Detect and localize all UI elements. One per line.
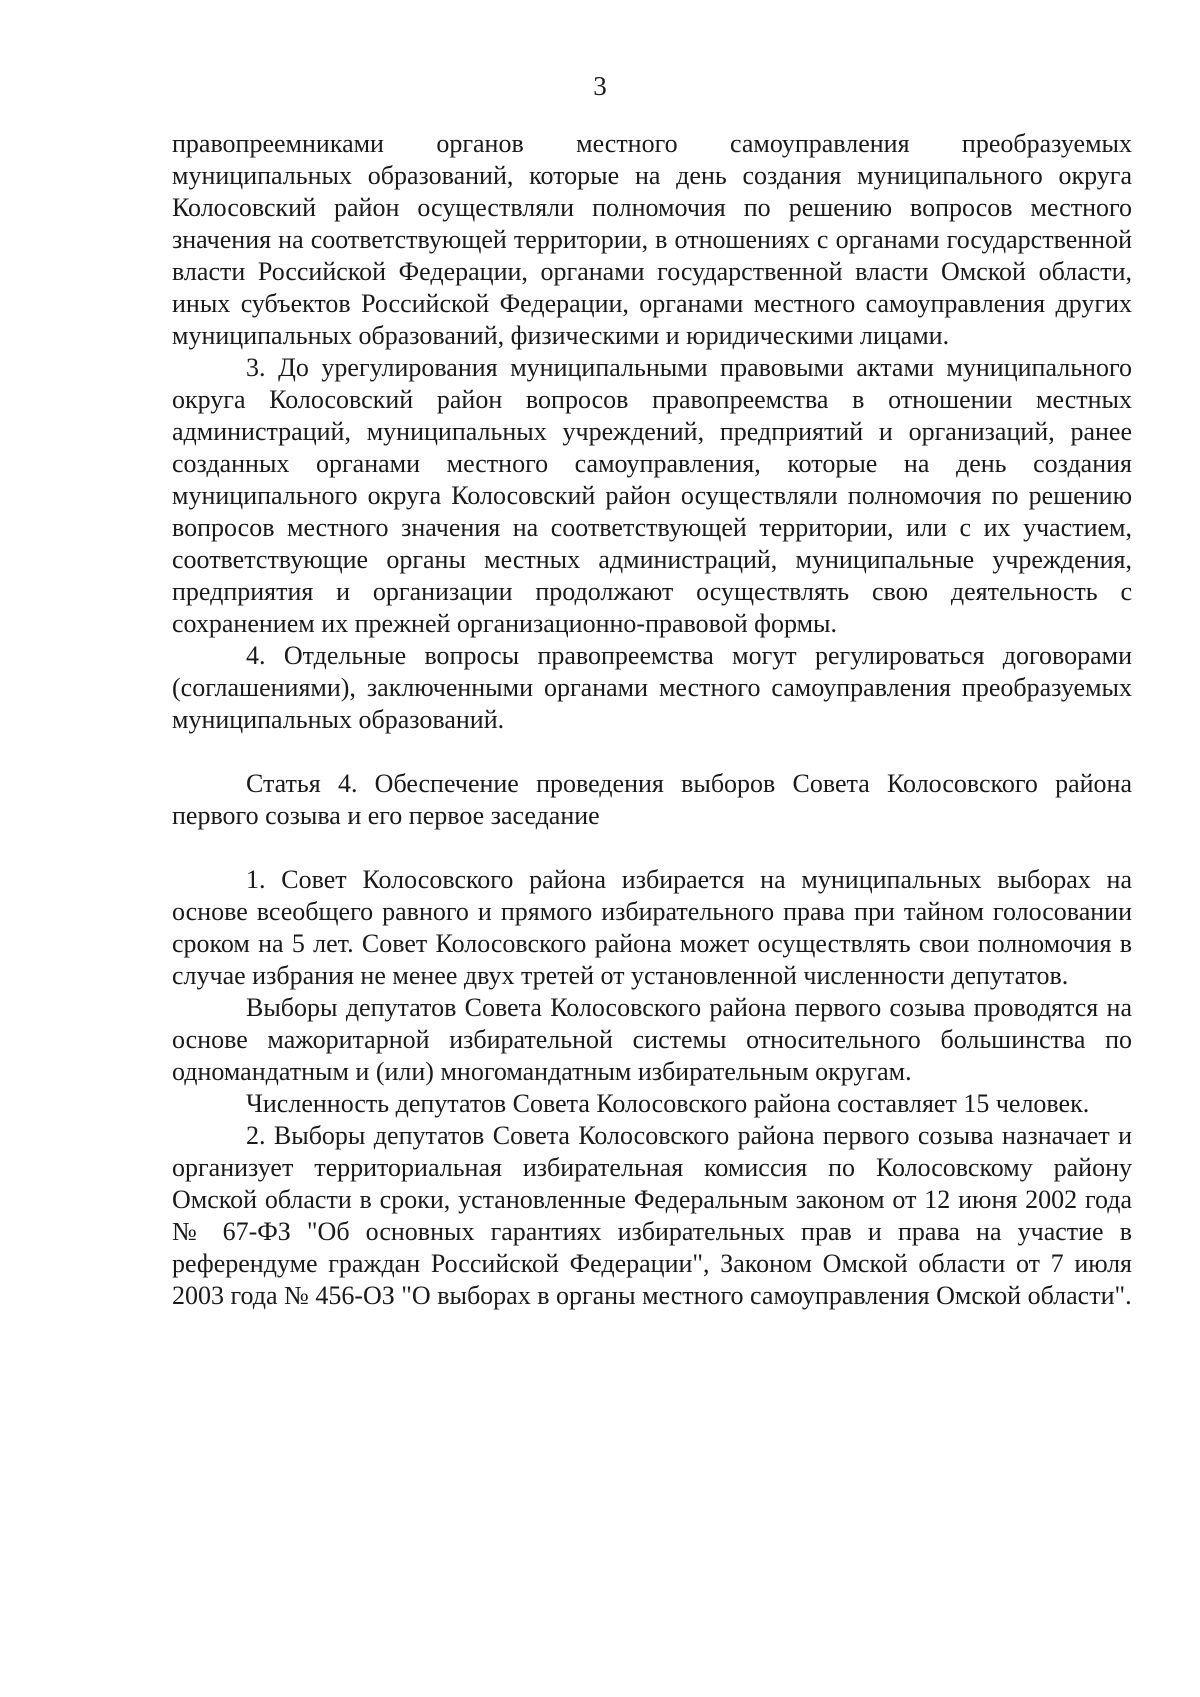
paragraph-item-4: 4. Отдельные вопросы правопреемства могут регулироваться договорами (соглашениями), заключенными органами местного самоуправления преобразуемых муниципальных образований.	[172, 641, 1132, 734]
article-heading: Статья 4. Обеспечение проведения выборов Совета Колосовского района первого созыва и его первое заседание	[172, 769, 1132, 830]
paragraph-elections-system: Выборы депутатов Совета Колосовского района первого созыва проводятся на основе мажоритарной избирательной системы относительного большинства по одномандатным и (или) многомандатным избирательным округам.	[172, 993, 1132, 1086]
document-body	[172, 128, 1132, 1312]
paragraph-article-item-1: 1. Совет Колосовского района избирается на муниципальных выборах на основе всеобщего равного и прямого избирательного права при тайном голосовании сроком на 5 лет. Совет Колосовского района может осуществлять свои полномочия в случае избрания не менее двух третей от установленной численности депутатов.	[172, 865, 1132, 990]
paragraph-article-item-2: 2. Выборы депутатов Совета Колосовского района первого созыва назначает и организует территориальная избирательная комиссия по Колосовскому району Омской области в сроки, установленные Федеральным законом от 12 июня 2002 года № 67-ФЗ "Об основных гарантиях избирательных прав и права на участие в референдуме граждан Российской Федерации", Законом Омской области от 7 июля 2003 года № 456-ОЗ "О выборах в органы местного самоуправления Омской области".	[172, 1121, 1132, 1310]
page-number: 3	[593, 71, 607, 101]
paragraph-continuation: правопреемниками органов местного самоуправления преобразуемых муниципальных образований, которые на день создания муниципального округа Колосовский район осуществляли полномочия по решению вопросов местного значения на соответствующей территории, в отношениях с органами государственной власти Российской Федерации, органами государственной власти Омской области, иных субъектов Российской Федерации, органами местного самоуправления других муниципальных образований, физическими и юридическими лицами.	[172, 129, 1132, 350]
paragraph-deputies-count: Численность депутатов Совета Колосовского района составляет 15 человек.	[246, 1089, 1090, 1118]
paragraph-item-3: 3. До урегулирования муниципальными правовыми актами муниципального округа Колосовский район вопросов правопреемства в отношении местных администраций, муниципальных учреждений, предприятий и организаций, ранее созданных органами местного самоуправления, которые на день создания муниципального округа Колосовский район осуществляли полномочия по решению вопросов местного значения на соответствующей территории, или с их участием, соответствующие органы местных администраций, муниципальные учреждения, предприятия и организации продолжают осуществлять свою деятельность с сохранением их прежней организационно-правовой формы.	[172, 353, 1132, 638]
